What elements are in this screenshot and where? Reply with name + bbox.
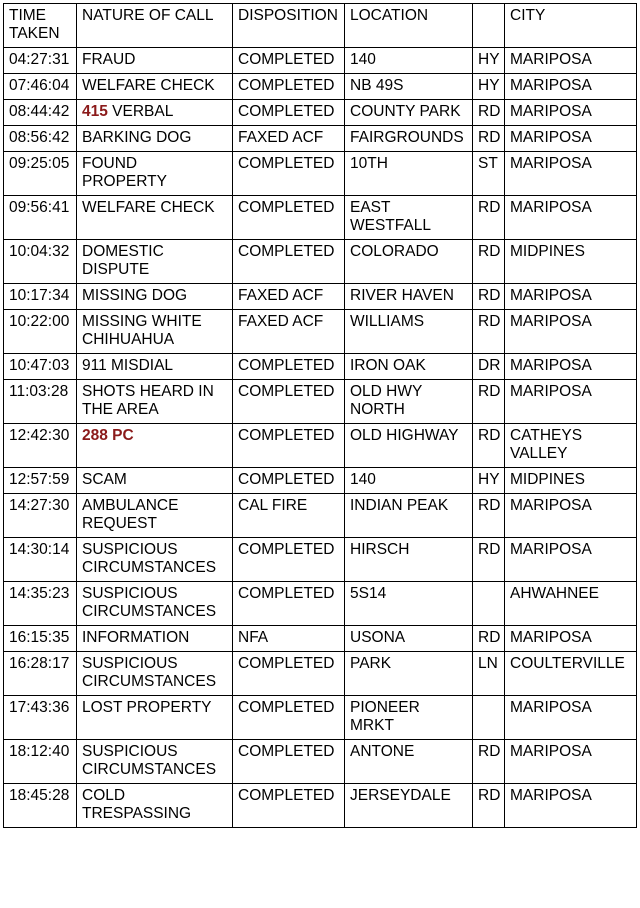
city-line: MARIPOSA	[510, 313, 592, 330]
disposition-cell: COMPLETED	[233, 74, 345, 100]
city-cell	[505, 196, 637, 240]
time-cell: 14:35:23	[4, 582, 77, 626]
city-cell	[505, 652, 637, 696]
nature-cell	[77, 284, 233, 310]
table-row	[4, 74, 637, 100]
location-cell	[345, 196, 473, 240]
suffix-cell: DR	[473, 354, 505, 380]
disposition-cell: FAXED ACF	[233, 310, 345, 354]
suffix-cell: RD	[473, 126, 505, 152]
table-row	[4, 284, 637, 310]
nature-cell	[77, 468, 233, 494]
city-line: MARIPOSA	[510, 497, 592, 514]
disposition-cell: COMPLETED	[233, 100, 345, 126]
location-line: ANTONE	[350, 743, 415, 760]
disposition-cell: COMPLETED	[233, 538, 345, 582]
nature-line: WELFARE CHECK	[82, 77, 215, 94]
time-cell: 09:25:05	[4, 152, 77, 196]
table-row	[4, 424, 637, 468]
table-row	[4, 310, 637, 354]
suffix-cell: RD	[473, 626, 505, 652]
nature-cell	[77, 626, 233, 652]
location-line: FAIRGROUNDS	[350, 129, 464, 146]
city-cell	[505, 740, 637, 784]
table-row	[4, 626, 637, 652]
nature-line: CIRCUMSTANCES	[82, 603, 217, 620]
nature-line: DISPUTE	[82, 261, 150, 278]
city-line: MIDPINES	[510, 243, 585, 260]
time-cell: 16:28:17	[4, 652, 77, 696]
header-time-line-2: TAKEN	[9, 25, 60, 42]
table-row	[4, 48, 637, 74]
nature-cell	[77, 538, 233, 582]
table-row	[4, 126, 637, 152]
city-cell	[505, 48, 637, 74]
suffix-cell: LN	[473, 652, 505, 696]
nature-line: AMBULANCE	[82, 497, 179, 514]
table-row	[4, 652, 637, 696]
nature-cell	[77, 74, 233, 100]
time-cell: 14:30:14	[4, 538, 77, 582]
location-cell	[345, 696, 473, 740]
city-cell	[505, 152, 637, 196]
location-line: 5S14	[350, 585, 387, 602]
city-line: MARIPOSA	[510, 103, 592, 120]
nature-cell	[77, 494, 233, 538]
location-line: 10TH	[350, 155, 388, 172]
nature-line: SUSPICIOUS	[82, 585, 178, 602]
suffix-cell: RD	[473, 538, 505, 582]
location-line: WESTFALL	[350, 217, 431, 234]
city-cell	[505, 784, 637, 828]
location-line: HIRSCH	[350, 541, 410, 558]
call-code: 288 PC	[82, 427, 134, 444]
city-cell	[505, 538, 637, 582]
suffix-cell: RD	[473, 380, 505, 424]
location-cell	[345, 126, 473, 152]
disposition-cell: CAL FIRE	[233, 494, 345, 538]
nature-cell	[77, 48, 233, 74]
header-time-taken	[4, 4, 77, 48]
disposition-cell: NFA	[233, 626, 345, 652]
city-line: MARIPOSA	[510, 287, 592, 304]
disposition-cell: COMPLETED	[233, 354, 345, 380]
nature-cell	[77, 582, 233, 626]
nature-cell	[77, 696, 233, 740]
city-cell	[505, 310, 637, 354]
location-line: NORTH	[350, 401, 405, 418]
location-line: 140	[350, 51, 376, 68]
city-cell	[505, 284, 637, 310]
table-row	[4, 740, 637, 784]
suffix-cell: ST	[473, 152, 505, 196]
table-row	[4, 240, 637, 284]
call-code: 415	[82, 103, 108, 120]
table-row	[4, 468, 637, 494]
location-line: WILLIAMS	[350, 313, 425, 330]
disposition-cell: COMPLETED	[233, 196, 345, 240]
location-cell	[345, 240, 473, 284]
table-row	[4, 354, 637, 380]
location-cell	[345, 284, 473, 310]
time-cell: 18:12:40	[4, 740, 77, 784]
suffix-cell: HY	[473, 48, 505, 74]
nature-line: SUSPICIOUS	[82, 541, 178, 558]
time-cell: 08:56:42	[4, 126, 77, 152]
city-line: COULTERVILLE	[510, 655, 625, 672]
city-line: MARIPOSA	[510, 743, 592, 760]
suffix-cell: RD	[473, 310, 505, 354]
table-row	[4, 784, 637, 828]
nature-line: CIRCUMSTANCES	[82, 559, 217, 576]
city-line: MARIPOSA	[510, 383, 592, 400]
location-line: OLD HWY	[350, 383, 423, 400]
city-cell	[505, 126, 637, 152]
city-cell	[505, 494, 637, 538]
time-cell: 11:03:28	[4, 380, 77, 424]
time-cell: 10:47:03	[4, 354, 77, 380]
city-cell	[505, 468, 637, 494]
location-line: 140	[350, 471, 376, 488]
city-line: MARIPOSA	[510, 787, 592, 804]
table-row	[4, 494, 637, 538]
suffix-cell: RD	[473, 784, 505, 828]
nature-line: TRESPASSING	[82, 805, 192, 822]
disposition-cell: FAXED ACF	[233, 126, 345, 152]
city-line: MARIPOSA	[510, 199, 592, 216]
nature-line: INFORMATION	[82, 629, 190, 646]
time-cell: 04:27:31	[4, 48, 77, 74]
nature-line: BARKING DOG	[82, 129, 192, 146]
location-line: INDIAN PEAK	[350, 497, 449, 514]
city-cell	[505, 696, 637, 740]
disposition-cell: FAXED ACF	[233, 284, 345, 310]
time-cell: 10:22:00	[4, 310, 77, 354]
location-line: OLD HIGHWAY	[350, 427, 459, 444]
suffix-cell: RD	[473, 284, 505, 310]
nature-cell	[77, 652, 233, 696]
location-cell	[345, 152, 473, 196]
header-time-line-1: TIME	[9, 7, 47, 24]
nature-line: COLD	[82, 787, 126, 804]
nature-line: PROPERTY	[82, 173, 167, 190]
time-cell: 07:46:04	[4, 74, 77, 100]
nature-line: FOUND	[82, 155, 138, 172]
header-city: CITY	[505, 4, 637, 48]
nature-cell	[77, 784, 233, 828]
location-line: COUNTY PARK	[350, 103, 461, 120]
disposition-cell: COMPLETED	[233, 380, 345, 424]
suffix-cell: RD	[473, 240, 505, 284]
disposition-cell: COMPLETED	[233, 652, 345, 696]
location-line: IRON OAK	[350, 357, 426, 374]
nature-line: CHIHUAHUA	[82, 331, 175, 348]
time-cell: 16:15:35	[4, 626, 77, 652]
table-row	[4, 100, 637, 126]
table-row	[4, 582, 637, 626]
city-line: AHWAHNEE	[510, 585, 599, 602]
location-line: NB 49S	[350, 77, 404, 94]
city-cell	[505, 100, 637, 126]
nature-line: SUSPICIOUS	[82, 655, 178, 672]
location-cell	[345, 100, 473, 126]
header-disposition: DISPOSITION	[233, 4, 345, 48]
city-cell	[505, 626, 637, 652]
city-line: MARIPOSA	[510, 155, 592, 172]
location-line: JERSEYDALE	[350, 787, 451, 804]
location-cell	[345, 740, 473, 784]
nature-line: CIRCUMSTANCES	[82, 673, 217, 690]
location-cell	[345, 310, 473, 354]
time-cell: 10:17:34	[4, 284, 77, 310]
header-location: LOCATION	[345, 4, 473, 48]
nature-line: SCAM	[82, 471, 127, 488]
location-cell	[345, 424, 473, 468]
table-row	[4, 196, 637, 240]
city-line: MARIPOSA	[510, 129, 592, 146]
city-cell	[505, 582, 637, 626]
location-line: PARK	[350, 655, 392, 672]
disposition-cell: COMPLETED	[233, 784, 345, 828]
city-line: MARIPOSA	[510, 699, 592, 716]
nature-cell	[77, 740, 233, 784]
location-cell	[345, 494, 473, 538]
header-suffix	[473, 4, 505, 48]
time-cell: 10:04:32	[4, 240, 77, 284]
nature-cell	[77, 354, 233, 380]
suffix-cell: RD	[473, 424, 505, 468]
nature-line: THE AREA	[82, 401, 159, 418]
nature-cell	[77, 100, 233, 126]
location-cell	[345, 468, 473, 494]
table-row	[4, 538, 637, 582]
time-cell: 14:27:30	[4, 494, 77, 538]
suffix-cell	[473, 582, 505, 626]
nature-line: SHOTS HEARD IN	[82, 383, 214, 400]
nature-cell	[77, 380, 233, 424]
location-line: COLORADO	[350, 243, 439, 260]
city-cell	[505, 380, 637, 424]
disposition-cell: COMPLETED	[233, 152, 345, 196]
location-cell	[345, 784, 473, 828]
location-cell	[345, 354, 473, 380]
nature-line: LOST PROPERTY	[82, 699, 212, 716]
disposition-cell: COMPLETED	[233, 740, 345, 784]
nature-cell	[77, 126, 233, 152]
location-cell	[345, 652, 473, 696]
time-cell: 17:43:36	[4, 696, 77, 740]
nature-line: SUSPICIOUS	[82, 743, 178, 760]
disposition-cell: COMPLETED	[233, 48, 345, 74]
disposition-cell: COMPLETED	[233, 468, 345, 494]
location-cell	[345, 538, 473, 582]
city-cell	[505, 354, 637, 380]
disposition-cell: COMPLETED	[233, 240, 345, 284]
nature-line: REQUEST	[82, 515, 157, 532]
city-cell	[505, 424, 637, 468]
location-cell	[345, 582, 473, 626]
suffix-cell: HY	[473, 74, 505, 100]
location-line: USONA	[350, 629, 406, 646]
table-row	[4, 152, 637, 196]
header-row	[4, 4, 637, 48]
nature-cell	[77, 240, 233, 284]
nature-cell	[77, 196, 233, 240]
time-cell: 08:44:42	[4, 100, 77, 126]
time-cell: 12:57:59	[4, 468, 77, 494]
time-cell: 12:42:30	[4, 424, 77, 468]
nature-cell	[77, 310, 233, 354]
city-line: MARIPOSA	[510, 77, 592, 94]
location-cell	[345, 74, 473, 100]
city-line: MARIPOSA	[510, 541, 592, 558]
nature-line: FRAUD	[82, 51, 136, 68]
nature-cell	[77, 152, 233, 196]
nature-line: MISSING DOG	[82, 287, 188, 304]
location-line: RIVER HAVEN	[350, 287, 454, 304]
city-line: MARIPOSA	[510, 51, 592, 68]
city-line: MARIPOSA	[510, 629, 592, 646]
location-cell	[345, 48, 473, 74]
disposition-cell: COMPLETED	[233, 696, 345, 740]
table-row	[4, 696, 637, 740]
location-cell	[345, 626, 473, 652]
nature-line: 911 MISDIAL	[82, 357, 174, 374]
location-cell	[345, 380, 473, 424]
nature-line: CIRCUMSTANCES	[82, 761, 217, 778]
header-nature-of-call: NATURE OF CALL	[77, 4, 233, 48]
city-line: MARIPOSA	[510, 357, 592, 374]
city-line: MIDPINES	[510, 471, 585, 488]
nature-line: MISSING WHITE	[82, 313, 202, 330]
suffix-cell	[473, 696, 505, 740]
location-line: PIONEER	[350, 699, 420, 716]
city-line: CATHEYS	[510, 427, 583, 444]
city-cell	[505, 240, 637, 284]
table-row	[4, 380, 637, 424]
suffix-cell: RD	[473, 100, 505, 126]
time-cell: 18:45:28	[4, 784, 77, 828]
suffix-cell: RD	[473, 494, 505, 538]
suffix-cell: RD	[473, 196, 505, 240]
suffix-cell: HY	[473, 468, 505, 494]
city-cell	[505, 74, 637, 100]
location-line: MRKT	[350, 717, 394, 734]
city-line: VALLEY	[510, 445, 568, 462]
suffix-cell: RD	[473, 740, 505, 784]
location-line: EAST	[350, 199, 391, 216]
call-log-table	[3, 3, 637, 828]
nature-line: VERBAL	[107, 103, 174, 120]
nature-line: WELFARE CHECK	[82, 199, 215, 216]
nature-cell	[77, 424, 233, 468]
disposition-cell: COMPLETED	[233, 582, 345, 626]
time-cell: 09:56:41	[4, 196, 77, 240]
disposition-cell: COMPLETED	[233, 424, 345, 468]
nature-line: DOMESTIC	[82, 243, 164, 260]
